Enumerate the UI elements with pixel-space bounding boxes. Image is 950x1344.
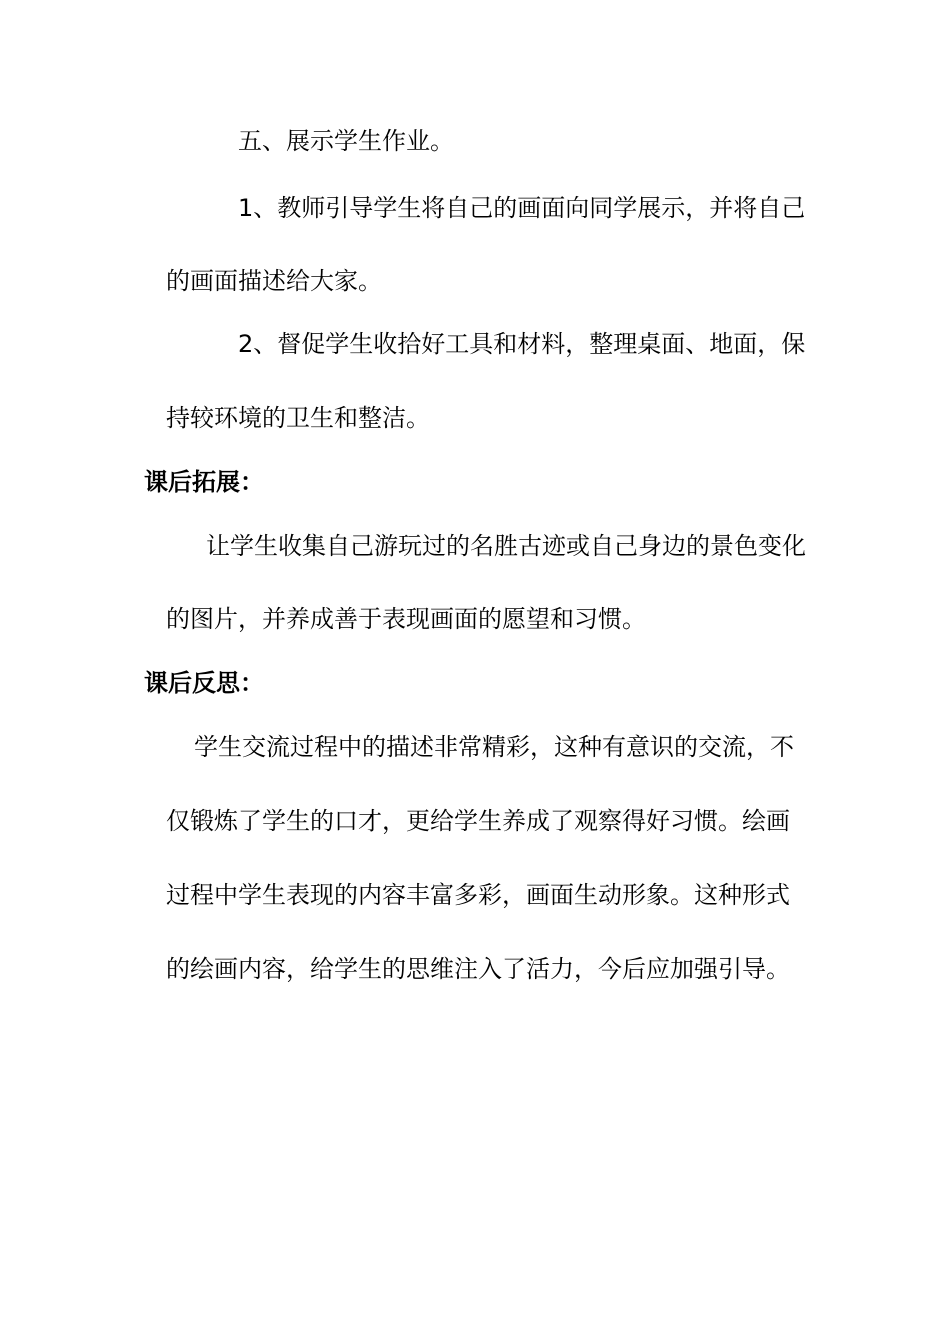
reflection-line2: 仅锻炼了学生的口才，更给学生养成了观察得好习惯。绘画 (166, 807, 790, 835)
item1-line1: 1、教师引导学生将自己的画面向同学展示，并将自己 (238, 194, 806, 222)
extension-line1: 让学生收集自己游玩过的名胜古迹或自己身边的景色变化 (206, 532, 806, 560)
extension-heading: 课后拓展： (144, 468, 264, 496)
extension-line2: 的图片，并养成善于表现画面的愿望和习惯。 (166, 605, 646, 633)
reflection-line1: 学生交流过程中的描述非常精彩，这种有意识的交流，不 (194, 733, 794, 761)
reflection-line4: 的绘画内容，给学生的思维注入了活力，今后应加强引导。 (166, 955, 790, 983)
reflection-line3: 过程中学生表现的内容丰富多彩，画面生动形象。这种形式 (166, 881, 790, 909)
item1-line2: 的画面描述给大家。 (166, 267, 382, 295)
item2-line1: 2、督促学生收拾好工具和材料，整理桌面、地面，保 (238, 330, 806, 358)
item2-line2: 持较环境的卫生和整洁。 (166, 404, 430, 432)
section-five-heading: 五、展示学生作业。 (238, 127, 454, 155)
reflection-heading: 课后反思： (144, 669, 264, 697)
